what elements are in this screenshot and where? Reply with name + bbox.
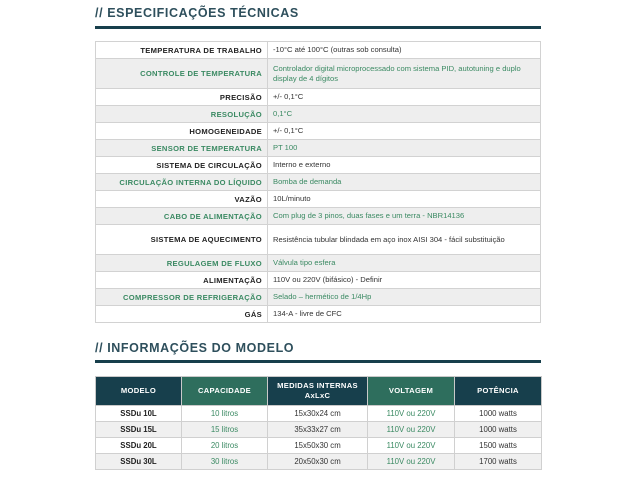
spec-row — [96, 272, 541, 289]
spec-value: 134-A - livre de CFC — [268, 306, 541, 323]
spec-row — [96, 306, 541, 323]
spec-value: 110V ou 220V (bifásico) - Definir — [268, 272, 541, 289]
spec-label: HOMOGENEIDADE — [96, 123, 268, 140]
models-header-cell: MEDIDAS INTERNAS AxLxC — [268, 377, 368, 406]
spec-value: 0,1°C — [268, 106, 541, 123]
spec-value: Controlador digital microprocessado com sistema PID, autotuning e duplo display de 4 dígitos — [268, 59, 541, 89]
models-header-row — [96, 377, 542, 406]
spec-row — [96, 255, 541, 272]
spec-label: PRECISÃO — [96, 89, 268, 106]
spec-row — [96, 289, 541, 306]
model-cell: 15x30x24 cm — [268, 406, 368, 422]
specs-table — [95, 41, 541, 323]
spec-value: +/- 0,1°C — [268, 89, 541, 106]
models-header-cell: VOLTAGEM — [368, 377, 455, 406]
spec-label: SISTEMA DE AQUECIMENTO — [96, 225, 268, 255]
spec-label: GÁS — [96, 306, 268, 323]
spec-row — [96, 174, 541, 191]
models-header-cell: MODELO — [96, 377, 182, 406]
model-row — [96, 422, 542, 438]
spec-row — [96, 140, 541, 157]
model-cell: 1700 watts — [455, 454, 542, 470]
spec-value: Com plug de 3 pinos, duas fases e um terra - NBR14136 — [268, 208, 541, 225]
spec-label: ALIMENTAÇÃO — [96, 272, 268, 289]
spec-label: VAZÃO — [96, 191, 268, 208]
spec-label: SENSOR DE TEMPERATURA — [96, 140, 268, 157]
model-cell: 110V ou 220V — [368, 454, 455, 470]
spec-value: Selado – hermético de 1/4Hp — [268, 289, 541, 306]
model-cell: SSDu 10L — [96, 406, 182, 422]
models-section-title: // INFORMAÇÕES DO MODELO — [95, 341, 295, 355]
spec-label: TEMPERATURA DE TRABALHO — [96, 42, 268, 59]
spec-value: Resistência tubular blindada em aço inox AISI 304 - fácil substituição — [268, 225, 541, 255]
specs-section-divider — [95, 26, 541, 29]
spec-label: CIRCULAÇÃO INTERNA DO LÍQUIDO — [96, 174, 268, 191]
models-header-cell: CAPACIDADE — [182, 377, 268, 406]
model-cell: 1000 watts — [455, 406, 542, 422]
model-row — [96, 454, 542, 470]
spec-label: REGULAGEM DE FLUXO — [96, 255, 268, 272]
spec-label: CONTROLE DE TEMPERATURA — [96, 59, 268, 89]
spec-value: Interno e externo — [268, 157, 541, 174]
spec-value: -10°C até 100°C (outras sob consulta) — [268, 42, 541, 59]
model-cell: 15 litros — [182, 422, 268, 438]
spec-value: Bomba de demanda — [268, 174, 541, 191]
model-cell: 1000 watts — [455, 422, 542, 438]
spec-row — [96, 225, 541, 255]
model-cell: 30 litros — [182, 454, 268, 470]
spec-value: +/- 0,1°C — [268, 123, 541, 140]
model-cell: 35x33x27 cm — [268, 422, 368, 438]
model-cell: 10 litros — [182, 406, 268, 422]
spec-row — [96, 123, 541, 140]
spec-value: 10L/minuto — [268, 191, 541, 208]
spec-row — [96, 106, 541, 123]
spec-value: Válvula tipo esfera — [268, 255, 541, 272]
model-cell: SSDu 30L — [96, 454, 182, 470]
spec-row — [96, 157, 541, 174]
model-cell: SSDu 15L — [96, 422, 182, 438]
model-cell: 110V ou 220V — [368, 422, 455, 438]
model-cell: 1500 watts — [455, 438, 542, 454]
model-cell: 20x50x30 cm — [268, 454, 368, 470]
models-section-divider — [95, 360, 541, 363]
model-row — [96, 406, 542, 422]
model-cell: 20 litros — [182, 438, 268, 454]
spec-row — [96, 89, 541, 106]
model-cell: 110V ou 220V — [368, 438, 455, 454]
spec-label: CABO DE ALIMENTAÇÃO — [96, 208, 268, 225]
spec-label: SISTEMA DE CIRCULAÇÃO — [96, 157, 268, 174]
model-cell: 15x50x30 cm — [268, 438, 368, 454]
spec-label: RESOLUÇÃO — [96, 106, 268, 123]
model-cell: 110V ou 220V — [368, 406, 455, 422]
spec-row — [96, 191, 541, 208]
model-cell: SSDu 20L — [96, 438, 182, 454]
spec-row — [96, 42, 541, 59]
specs-section-title: // ESPECIFICAÇÕES TÉCNICAS — [95, 6, 299, 20]
models-table — [95, 376, 542, 470]
models-header-cell: POTÊNCIA — [455, 377, 542, 406]
spec-row — [96, 208, 541, 225]
spec-row — [96, 59, 541, 89]
spec-label: COMPRESSOR DE REFRIGERAÇÃO — [96, 289, 268, 306]
model-row — [96, 438, 542, 454]
spec-value: PT 100 — [268, 140, 541, 157]
